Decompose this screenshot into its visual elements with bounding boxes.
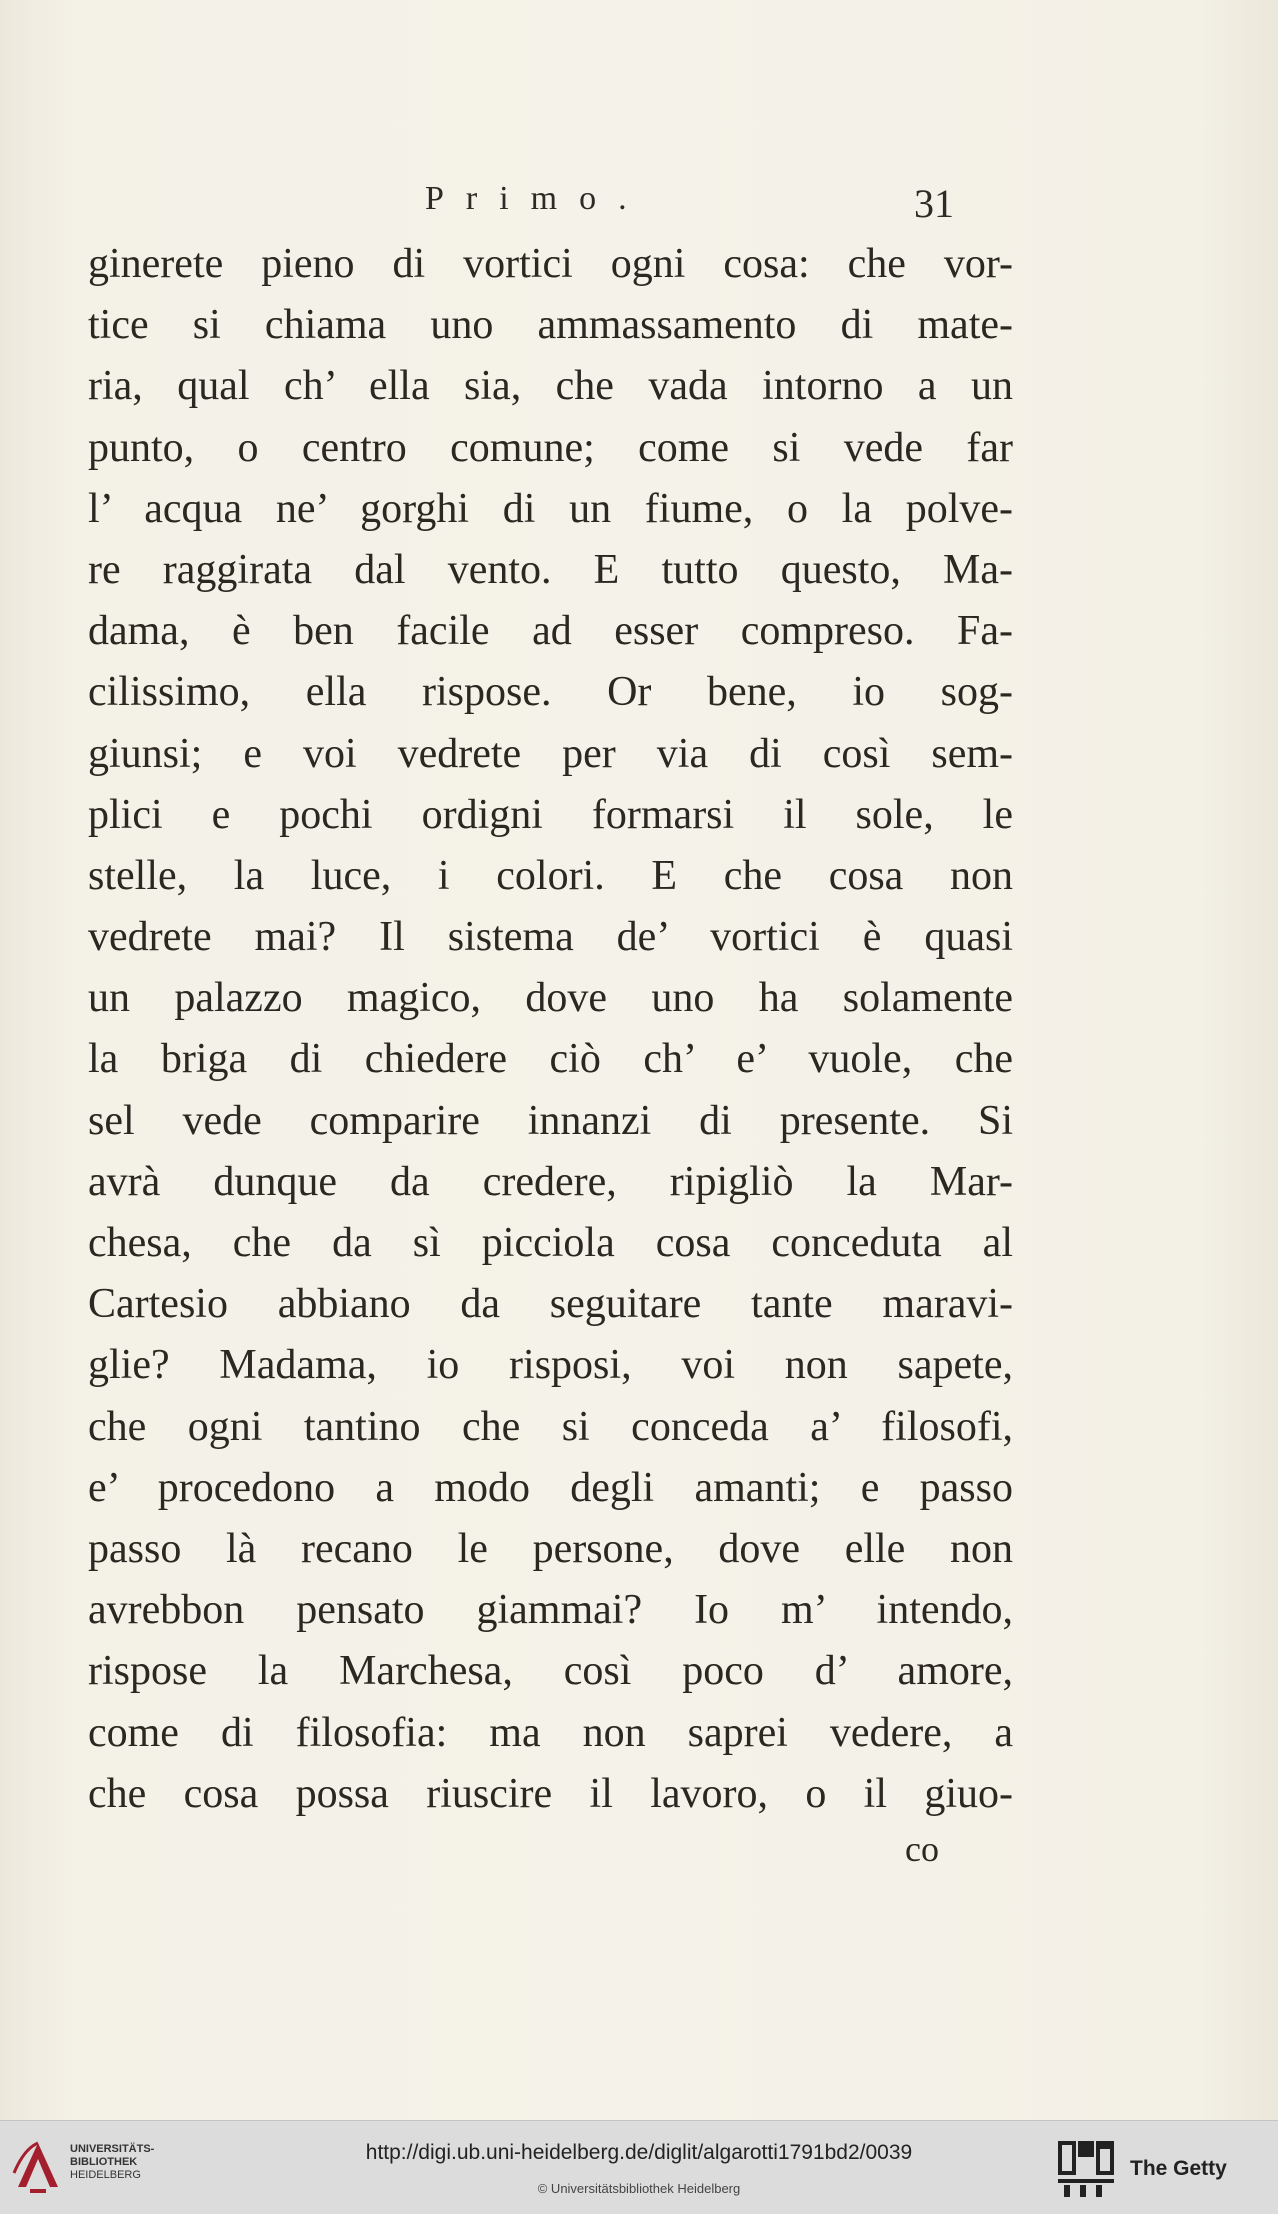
- page-number: 31: [914, 181, 954, 226]
- text-line: chesa, che da sì picciola cosa conceduta al: [88, 1220, 1013, 1266]
- library-name-line3: HEIDELBERG: [70, 2169, 141, 2181]
- getty-emblem-icon: [1056, 2139, 1116, 2199]
- viewer-footer: [0, 2120, 1278, 2214]
- text-line: la briga di chiedere ciò ch’ e’ vuole, che: [88, 1036, 1013, 1083]
- text-line: re raggirata dal vento. E tutto questo, Ma-: [88, 546, 1013, 593]
- library-name-line1: UNIVERSITÄTS-: [70, 2143, 155, 2155]
- catchword: co: [905, 1829, 939, 1869]
- text-line: e’ procedono a modo degli amanti; e passo: [88, 1464, 1013, 1511]
- text-line: che ogni tantino che si conceda a’ filosofi,: [88, 1403, 1013, 1450]
- text-line: giunsi; e voi vedrete per via di così sem-: [88, 730, 1013, 777]
- text-line: avrebbon pensato giammai? Io m’ intendo,: [88, 1587, 1013, 1634]
- text-line: plici e pochi ordigni formarsi il sole, le: [88, 791, 1013, 838]
- getty-logo[interactable]: [1056, 2139, 1256, 2199]
- text-line: Cartesio abbiano da seguitare tante maravi-: [88, 1281, 1013, 1328]
- permalink-url[interactable]: http://digi.ub.uni-heidelberg.de/diglit/algarotti1791bd2/0039: [365, 2141, 913, 2164]
- library-name-line2: BIBLIOTHEK: [70, 2156, 138, 2168]
- text-line: dama, è ben facile ad esser compreso. Fa-: [88, 608, 1013, 655]
- text-line: passo là recano le persone, dove elle non: [88, 1525, 1013, 1572]
- text-line: vedrete mai? Il sistema de’ vortici è quasi: [88, 914, 1013, 961]
- running-head-title: Primo.: [425, 180, 649, 217]
- text-line: glie? Madama, io risposi, voi non sapete,: [88, 1342, 1013, 1389]
- text-line: rispose la Marchesa, così poco d’ amore,: [88, 1648, 1013, 1695]
- text-line: sel vede comparire innanzi di presente. Si: [88, 1097, 1013, 1144]
- body-text: [88, 234, 1013, 1825]
- text-line: un palazzo magico, dove uno ha solamente: [88, 975, 1013, 1022]
- text-line: punto, o centro comune; come si vede far: [88, 424, 1013, 471]
- copyright-notice: © Universitätsbibliothek Heidelberg: [537, 2181, 741, 2196]
- text-line: avrà dunque da credere, ripigliò la Mar-: [88, 1158, 1013, 1205]
- sponsor-name: The Getty: [1130, 2157, 1227, 2180]
- text-line: tice si chiama uno ammassamento di mate-: [88, 302, 1013, 349]
- text-line: ginerete pieno di vortici ogni cosa: che vor-: [88, 241, 1013, 287]
- text-line: stelle, la luce, i colori. E che cosa non: [88, 852, 1013, 899]
- running-head: [0, 180, 1278, 230]
- text-line: ria, qual ch’ ella sia, che vada intorno a un: [88, 363, 1013, 410]
- text-line: che cosa possa riuscire il lavoro, o il giuo-: [88, 1770, 1013, 1817]
- text-line: cilissimo, ella rispose. Or bene, io sog-: [88, 669, 1013, 716]
- text-line: come di filosofia: ma non saprei vedere, a: [88, 1709, 1013, 1756]
- text-line: l’ acqua ne’ gorghi di un fiume, o la polve-: [88, 485, 1013, 532]
